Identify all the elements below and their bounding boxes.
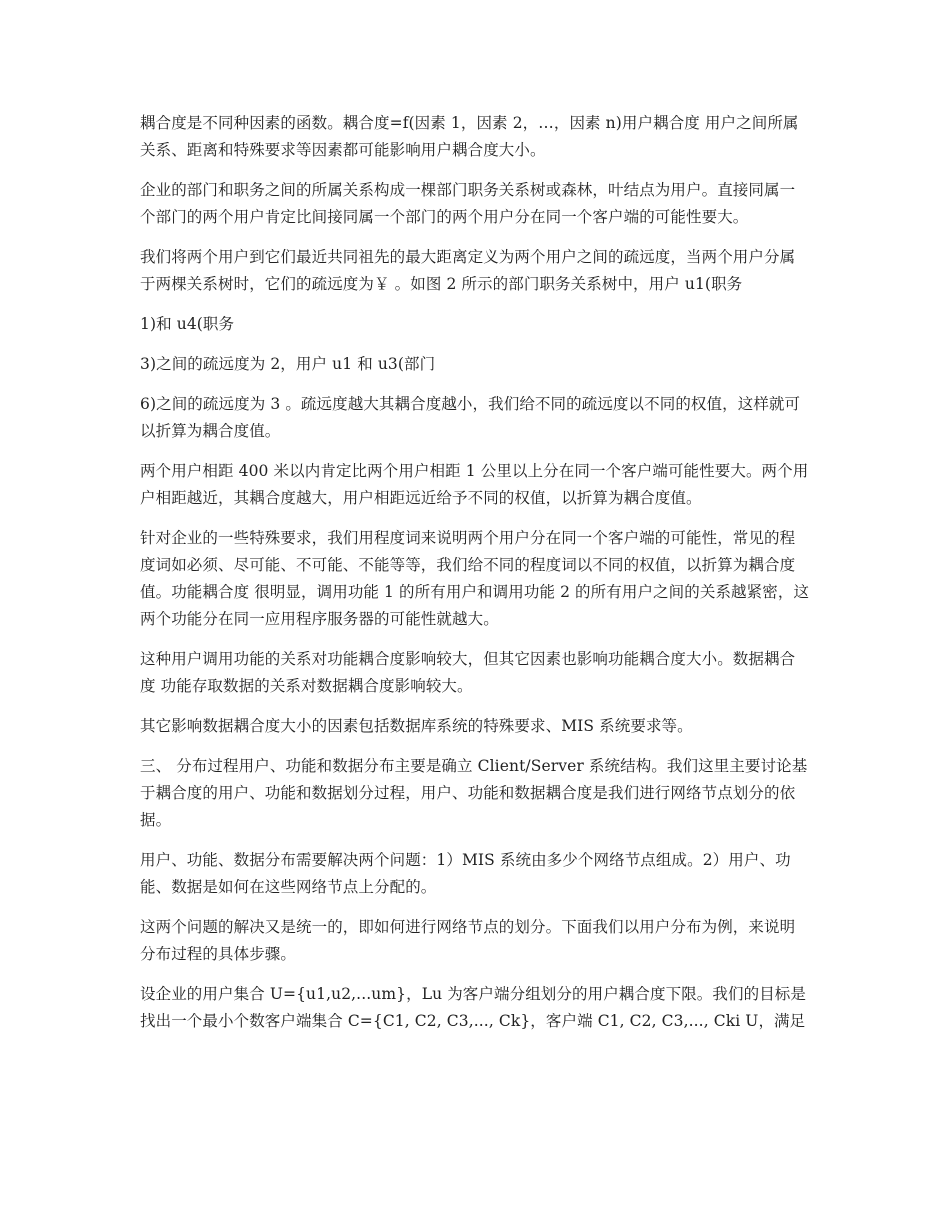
paragraph-11: 三、 分布过程用户、功能和数据分布主要是确立 Client/Server 系统结构。我们这里主要讨论基于耦合度的用户、功能和数据划分过程，用户、功能和数据耦合度是我们进行网络节点划分的依据。: [140, 757, 808, 829]
paragraph-9: 这种用户调用功能的关系对功能耦合度影响较大，但其它因素也影响功能耦合度大小。数据耦合度 功能存取数据的关系对数据耦合度影响较大。: [140, 650, 796, 695]
paragraph-10: 其它影响数据耦合度大小的因素包括数据库系统的特殊要求、MIS 系统要求等。: [140, 717, 693, 735]
paragraph-14: 设企业的用户集合 U={u1,u2,...um}，Lu 为客户端分组划分的用户耦合度下限。我们的目标是找出一个最小个数客户端集合 C={C1, C2, C3,..., Ck}，客户端 C1, C2, C3,..., Cki U，满足: [140, 985, 807, 1030]
paragraph-2: 企业的部门和职务之间的所属关系构成一棵部门职务关系树或森林，叶结点为用户。直接同属一个部门的两个用户肯定比间接同属一个部门的两个用户分在同一个客户端的可能性要大。: [140, 181, 796, 226]
document-page: [140, 110, 810, 1048]
paragraph-7: 两个用户相距 400 米以内肯定比两个用户相距 1 公里以上分在同一个客户端可能性要大。两个用户相距越近，其耦合度越大，用户相距远近给予不同的权值，以折算为耦合度值。: [140, 462, 809, 507]
paragraph-5: 3)之间的疏远度为 2，用户 u1 和 u3(部门: [140, 355, 436, 373]
paragraph-13: 这两个问题的解决又是统一的，即如何进行网络节点的划分。下面我们以用户分布为例，来说明分布过程的具体步骤。: [140, 918, 796, 963]
paragraph-4: 1)和 u4(职务: [140, 315, 235, 333]
paragraph-12: 用户、功能、数据分布需要解决两个问题：1）MIS 系统由多少个网络节点组成。2）用户、功能、数据是如何在这些网络节点上分配的。: [140, 851, 791, 896]
paragraph-6: 6)之间的疏远度为 3 。疏远度越大其耦合度越小，我们给不同的疏远度以不同的权值，这样就可以折算为耦合度值。: [140, 395, 801, 440]
paragraph-3: 我们将两个用户到它们最近共同祖先的最大距离定义为两个用户之间的疏远度，当两个用户分属于两棵关系树时，它们的疏远度为￥ 。如图 2 所示的部门职务关系树中，用户 u1(职务: [140, 248, 796, 293]
paragraph-8: 针对企业的一些特殊要求，我们用程度词来说明两个用户分在同一个客户端的可能性，常见的程度词如必须、尽可能、不可能、不能等等，我们给不同的程度词以不同的权值，以折算为耦合度值。功能耦合度 很明显，调用功能 1 的所有用户和调用功能 2 的所有用户之间的关系越紧密，这两个功能分在同一应用程序服务器的可能性就越大。: [140, 529, 810, 628]
paragraph-1: 耦合度是不同种因素的函数。耦合度=f(因素 1，因素 2，…，因素 n)用户耦合度 用户之间所属关系、距离和特殊要求等因素都可能影响用户耦合度大小。: [140, 114, 799, 159]
